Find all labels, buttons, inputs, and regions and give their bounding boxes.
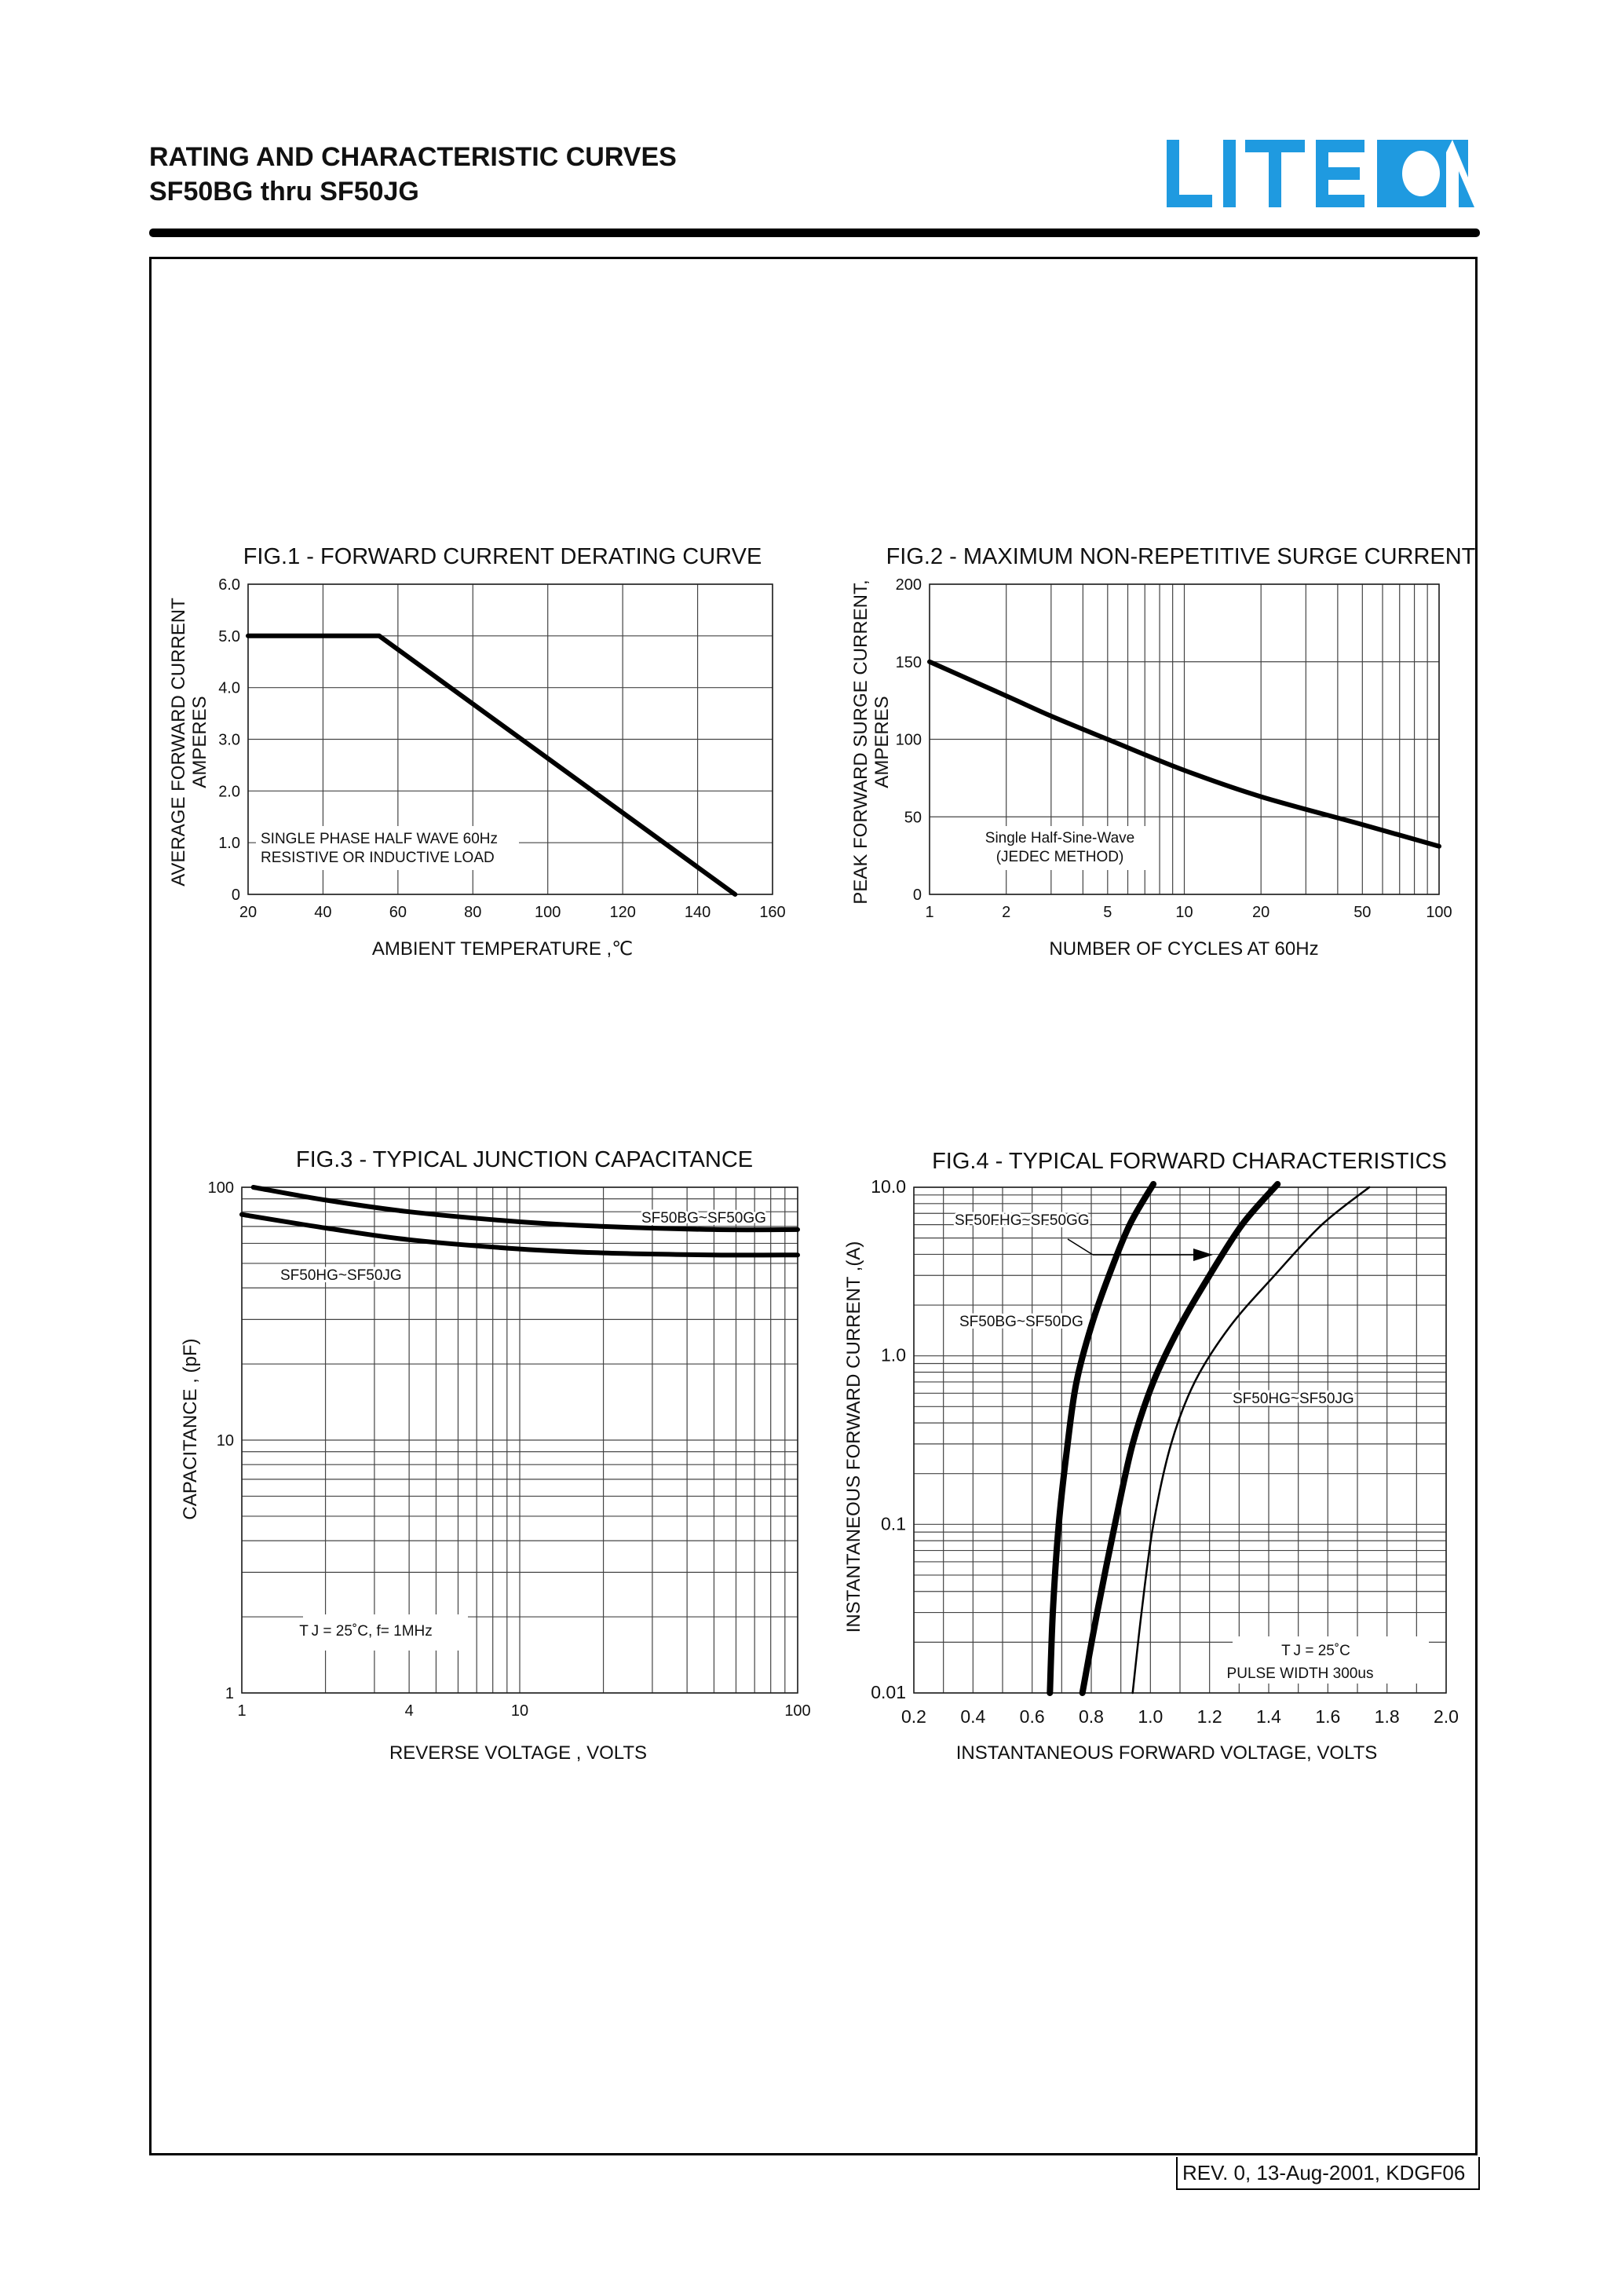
fig2-annotation: (JEDEC METHOD) — [995, 849, 1124, 865]
fig1-x-tick-label: 160 — [759, 904, 786, 921]
fig4-grid — [914, 1187, 1446, 1693]
fig3-x-tick-label: 10 — [510, 1702, 529, 1720]
fig4-x-tick-label: 1.8 — [1374, 1706, 1400, 1727]
fig4-series-label-2: SF50FHG~SF50GG — [955, 1212, 1090, 1229]
fig3-y-tick-label: 10 — [216, 1432, 234, 1450]
fig1-x-tick-label: 40 — [314, 904, 332, 921]
fig4-series-label-3: SF50HG~SF50JG — [1233, 1391, 1354, 1407]
fig4-x-tick-label: 1.2 — [1196, 1706, 1222, 1727]
fig1-x-tick-label: 100 — [535, 904, 561, 921]
fig4-x-tick-label: 0.2 — [901, 1706, 926, 1727]
fig2-y-tick-label: 200 — [895, 576, 922, 594]
fig4-series-line-3 — [1133, 1187, 1369, 1693]
fig4-series-label-1: SF50BG~SF50DG — [959, 1314, 1083, 1330]
fig1-x-tick-label: 140 — [684, 904, 711, 921]
fig3-series-label-2: SF50HG~SF50JG — [280, 1267, 402, 1284]
fig3-x-axis-label: REVERSE VOLTAGE , VOLTS — [389, 1742, 648, 1764]
fig2-title: FIG.2 - MAXIMUM NON-REPETITIVE SURGE CURRENT — [886, 544, 1476, 569]
fig2-y-axis-label: PEAK FORWARD SURGE CURRENT, — [850, 579, 871, 905]
fig1-y-tick-label: 2.0 — [218, 783, 240, 801]
title-line-1: RATING AND CHARACTERISTIC CURVES — [149, 142, 677, 172]
revision-label: REV. 0, 13-Aug-2001, KDGF06 — [1176, 2157, 1480, 2190]
fig2-chart — [850, 544, 1476, 960]
fig2-y-tick-label: 100 — [895, 731, 922, 749]
fig1-x-tick-label: 20 — [239, 904, 258, 921]
fig4-x-tick-label: 0.4 — [960, 1706, 986, 1727]
fig1-y-tick-label: 6.0 — [218, 576, 240, 594]
fig1-y-tick-label: 0 — [231, 887, 240, 904]
fig4-title: FIG.4 - TYPICAL FORWARD CHARACTERISTICS — [932, 1149, 1447, 1174]
fig1-y-axis-label: AMPERES — [189, 696, 210, 788]
fig4-y-axis-label: INSTANTANEOUS FORWARD CURRENT ,(A) — [843, 1241, 864, 1633]
fig4-chart — [843, 1149, 1459, 1764]
fig1-x-tick-label: 120 — [609, 904, 636, 921]
fig4-x-tick-label: 2.0 — [1434, 1706, 1459, 1727]
fig3-title: FIG.3 - TYPICAL JUNCTION CAPACITANCE — [295, 1147, 754, 1172]
fig1-y-tick-label: 4.0 — [218, 679, 240, 697]
fig2-x-tick-label: 5 — [1103, 904, 1112, 921]
fig2-y-tick-label: 50 — [904, 809, 922, 827]
fig1-y-tick-label: 1.0 — [218, 835, 240, 853]
fig4-x-tick-label: 1.6 — [1315, 1706, 1341, 1727]
fig1-chart — [168, 544, 786, 960]
fig4-x-tick-label: 1.0 — [1138, 1706, 1164, 1727]
title-line-2: SF50BG thru SF50JG — [149, 177, 419, 207]
fig3-x-tick-label: 4 — [404, 1702, 414, 1720]
fig4-y-tick-label: 1.0 — [881, 1344, 906, 1366]
fig1-title: FIG.1 - FORWARD CURRENT DERATING CURVE — [243, 544, 762, 569]
fig1-x-axis-label: AMBIENT TEMPERATURE ,℃ — [371, 938, 634, 960]
fig4-x-tick-label: 0.8 — [1079, 1706, 1104, 1727]
fig4-leader-line — [1068, 1239, 1093, 1255]
fig3-x-tick-label: 100 — [784, 1702, 811, 1720]
fig1-y-axis-label: AVERAGE FORWARD CURRENT — [168, 598, 189, 887]
fig4-series-line-1 — [1050, 1184, 1153, 1693]
fig1-annotation: SINGLE PHASE HALF WAVE 60Hz — [261, 831, 498, 847]
fig2-y-tick-label: 150 — [895, 653, 922, 671]
fig4-x-axis-label: INSTANTANEOUS FORWARD VOLTAGE, VOLTS — [955, 1742, 1378, 1764]
fig2-x-axis-label: NUMBER OF CYCLES AT 60Hz — [1049, 938, 1319, 960]
fig2-x-tick-label: 10 — [1175, 904, 1193, 921]
fig2-x-tick-label: 2 — [1002, 904, 1011, 921]
fig3-y-axis-label: CAPACITANCE , (pF) — [180, 1338, 201, 1520]
fig1-y-tick-label: 5.0 — [218, 627, 240, 645]
fig4-y-tick-label: 0.01 — [871, 1682, 906, 1702]
fig2-y-tick-label: 0 — [912, 887, 922, 904]
fig1-x-tick-label: 60 — [389, 904, 407, 921]
fig3-y-tick-label: 1 — [225, 1685, 234, 1702]
fig4-x-tick-label: 1.4 — [1256, 1706, 1281, 1727]
fig3-x-tick-label: 1 — [237, 1702, 247, 1720]
fig3-series-label-1: SF50BG~SF50GG — [641, 1210, 766, 1227]
fig3-y-tick-label: 100 — [207, 1179, 234, 1197]
fig2-x-tick-label: 1 — [925, 904, 934, 921]
fig2-x-tick-label: 20 — [1252, 904, 1270, 921]
fig2-x-tick-label: 50 — [1353, 904, 1372, 921]
fig4-annotation: PULSE WIDTH 300us — [1226, 1665, 1374, 1682]
fig1-y-tick-label: 3.0 — [218, 731, 240, 749]
fig1-x-tick-label: 80 — [464, 904, 482, 921]
fig3-chart — [180, 1147, 811, 1764]
fig1-annotation: RESISTIVE OR INDUCTIVE LOAD — [261, 850, 495, 866]
fig4-y-tick-label: 10.0 — [871, 1176, 906, 1197]
fig2-y-axis-label: AMPERES — [871, 696, 893, 788]
fig4-annotation: T J = 25˚C — [1281, 1643, 1350, 1659]
fig2-annotation: Single Half-Sine-Wave — [985, 830, 1135, 846]
fig3-annotation: T J = 25˚C, f= 1MHz — [299, 1623, 433, 1640]
fig4-x-tick-label: 0.6 — [1019, 1706, 1045, 1727]
fig2-x-tick-label: 100 — [1426, 904, 1452, 921]
fig4-y-tick-label: 0.1 — [881, 1513, 906, 1534]
